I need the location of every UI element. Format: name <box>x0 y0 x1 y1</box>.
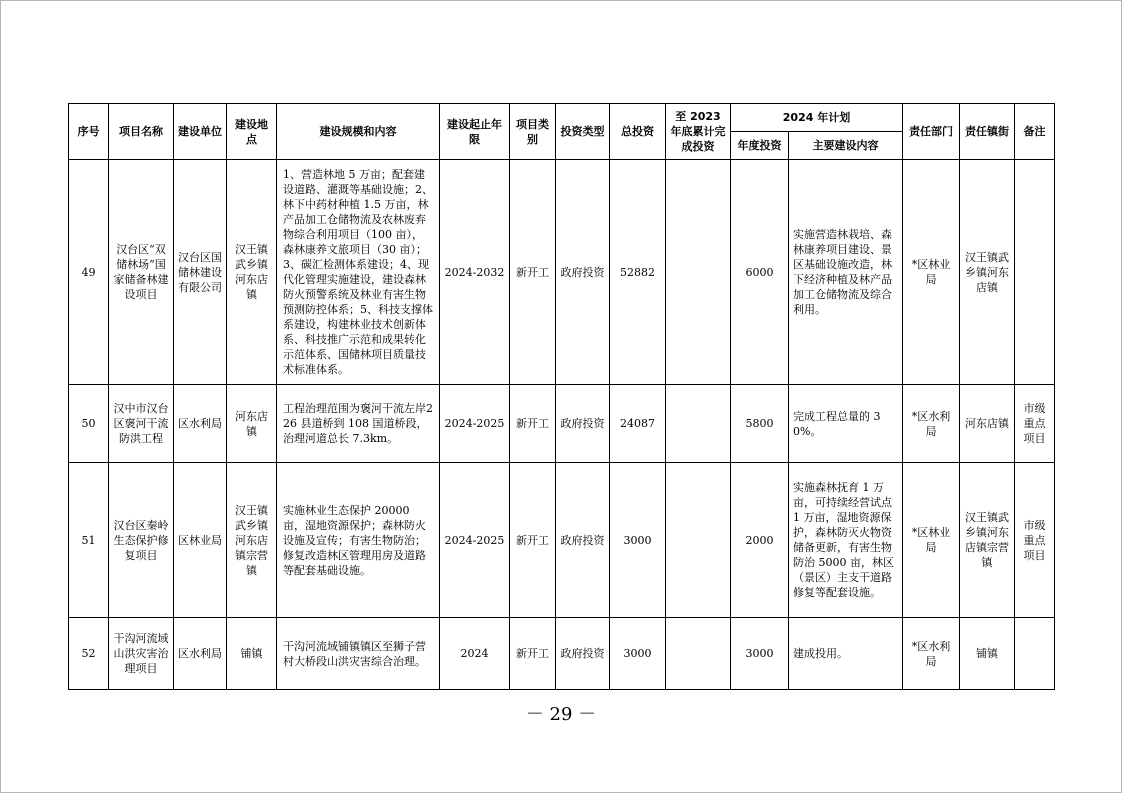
cell-invest-type: 政府投资 <box>556 463 610 618</box>
cell-scale: 实施林业生态保护 20000 亩，湿地资源保护；森林防火设施及宣传；有害生物防治；修复改造林区管理用房及道路等配套基础设施。 <box>277 463 440 618</box>
cell-main-content: 完成工程总量的 30%。 <box>789 385 903 463</box>
cell-location: 汉王镇武乡镇河东店镇宗营镇 <box>227 463 277 618</box>
cell-category: 新开工 <box>510 618 556 690</box>
cell-town: 汉王镇武乡镇河东店镇宗营镇 <box>960 463 1015 618</box>
cell-scale: 工程治理范围为褒河干流左岸226 县道桥到 108 国道桥段，治理河道总长 7.3km。 <box>277 385 440 463</box>
cell-note: 市级重点项目 <box>1015 463 1055 618</box>
header-name: 项目名称 <box>109 104 174 160</box>
table-row <box>69 463 1055 618</box>
table-row <box>69 160 1055 385</box>
cell-dept: *区水利局 <box>903 618 960 690</box>
cell-annual: 3000 <box>731 618 789 690</box>
cell-total: 3000 <box>610 618 666 690</box>
header-total: 总投资 <box>610 104 666 160</box>
cell-name: 干沟河流域山洪灾害治理项目 <box>109 618 174 690</box>
header-main-content: 主要建设内容 <box>789 132 903 160</box>
cell-town: 河东店镇 <box>960 385 1015 463</box>
project-table <box>68 103 1055 690</box>
cell-annual: 5800 <box>731 385 789 463</box>
cell-category: 新开工 <box>510 385 556 463</box>
header-category: 项目类别 <box>510 104 556 160</box>
cell-total: 3000 <box>610 463 666 618</box>
cell-main-content: 建成投用。 <box>789 618 903 690</box>
cell-scale: 1、营造林地 5 万亩；配套建设道路、灌溉等基础设施；2、林下中药材种植 1.5 万亩，林产品加工仓储物流及农林废弃物综合利用项目（100 亩），森林康养文旅项目（30 亩）；3、碳汇检测体系建设；4、现代化管理实施建设，建设森林防火预警系统及林业有害生物预测防控体系；5、科技支撑体系建设，构建林业技术创新体系、科技推广示范和成果转化示范体系、国储林项目质量技术标准体系。 <box>277 160 440 385</box>
header-seq: 序号 <box>69 104 109 160</box>
cell-scale: 干沟河流域铺镇镇区至狮子营村大桥段山洪灾害综合治理。 <box>277 618 440 690</box>
cell-note: 市级重点项目 <box>1015 385 1055 463</box>
cell-unit: 汉台区国储林建设有限公司 <box>174 160 227 385</box>
cell-location: 铺镇 <box>227 618 277 690</box>
cell-seq: 49 <box>69 160 109 385</box>
cell-invest-type: 政府投资 <box>556 618 610 690</box>
header-unit: 建设单位 <box>174 104 227 160</box>
cell-period: 2024 <box>440 618 510 690</box>
cell-name: 汉台区秦岭生态保护修复项目 <box>109 463 174 618</box>
cell-invest-type: 政府投资 <box>556 385 610 463</box>
header-town: 责任镇街 <box>960 104 1015 160</box>
cell-period: 2024-2032 <box>440 160 510 385</box>
cell-dept: *区水利局 <box>903 385 960 463</box>
cell-category: 新开工 <box>510 160 556 385</box>
header-annual: 年度投资 <box>731 132 789 160</box>
cell-seq: 51 <box>69 463 109 618</box>
cell-unit: 区水利局 <box>174 385 227 463</box>
cell-period: 2024-2025 <box>440 385 510 463</box>
page-number: － 29 － <box>525 704 597 725</box>
header-dept: 责任部门 <box>903 104 960 160</box>
cell-note <box>1015 618 1055 690</box>
cell-dept: *区林业局 <box>903 160 960 385</box>
cell-category: 新开工 <box>510 463 556 618</box>
header-note: 备注 <box>1015 104 1055 160</box>
cell-seq: 50 <box>69 385 109 463</box>
cell-cumulative <box>666 385 731 463</box>
cell-dept: *区林业局 <box>903 463 960 618</box>
cell-main-content: 实施森林抚育 1 万亩，可持续经营试点 1 万亩，湿地资源保护，森林防灭火物资储备更新，有害生物防治 5000 亩，林区（景区）主支干道路修复等配套设施。 <box>789 463 903 618</box>
table-row <box>69 618 1055 690</box>
header-location: 建设地点 <box>227 104 277 160</box>
cell-name: 汉中市汉台区褒河干流防洪工程 <box>109 385 174 463</box>
table-row <box>69 385 1055 463</box>
cell-unit: 区林业局 <box>174 463 227 618</box>
header-scale: 建设规模和内容 <box>277 104 440 160</box>
header-plan-2024: 2024 年计划 <box>731 104 903 132</box>
cell-cumulative <box>666 618 731 690</box>
cell-location: 汉王镇武乡镇河东店镇 <box>227 160 277 385</box>
header-period: 建设起止年限 <box>440 104 510 160</box>
cell-town: 汉王镇武乡镇河东店镇 <box>960 160 1015 385</box>
cell-total: 24087 <box>610 385 666 463</box>
cell-invest-type: 政府投资 <box>556 160 610 385</box>
cell-town: 铺镇 <box>960 618 1015 690</box>
cell-name: 汉台区“双储林场”国家储备林建设项目 <box>109 160 174 385</box>
cell-total: 52882 <box>610 160 666 385</box>
header-cumulative: 至 2023 年底累计完成投资 <box>666 104 731 160</box>
cell-unit: 区水利局 <box>174 618 227 690</box>
cell-annual: 6000 <box>731 160 789 385</box>
header-invest-type: 投资类型 <box>556 104 610 160</box>
cell-seq: 52 <box>69 618 109 690</box>
cell-annual: 2000 <box>731 463 789 618</box>
cell-period: 2024-2025 <box>440 463 510 618</box>
cell-cumulative <box>666 463 731 618</box>
cell-main-content: 实施营造林栽培、森林康养项目建设、景区基础设施改造，林下经济种植及林产品加工仓储物流及综合利用。 <box>789 160 903 385</box>
cell-cumulative <box>666 160 731 385</box>
cell-location: 河东店镇 <box>227 385 277 463</box>
cell-note <box>1015 160 1055 385</box>
